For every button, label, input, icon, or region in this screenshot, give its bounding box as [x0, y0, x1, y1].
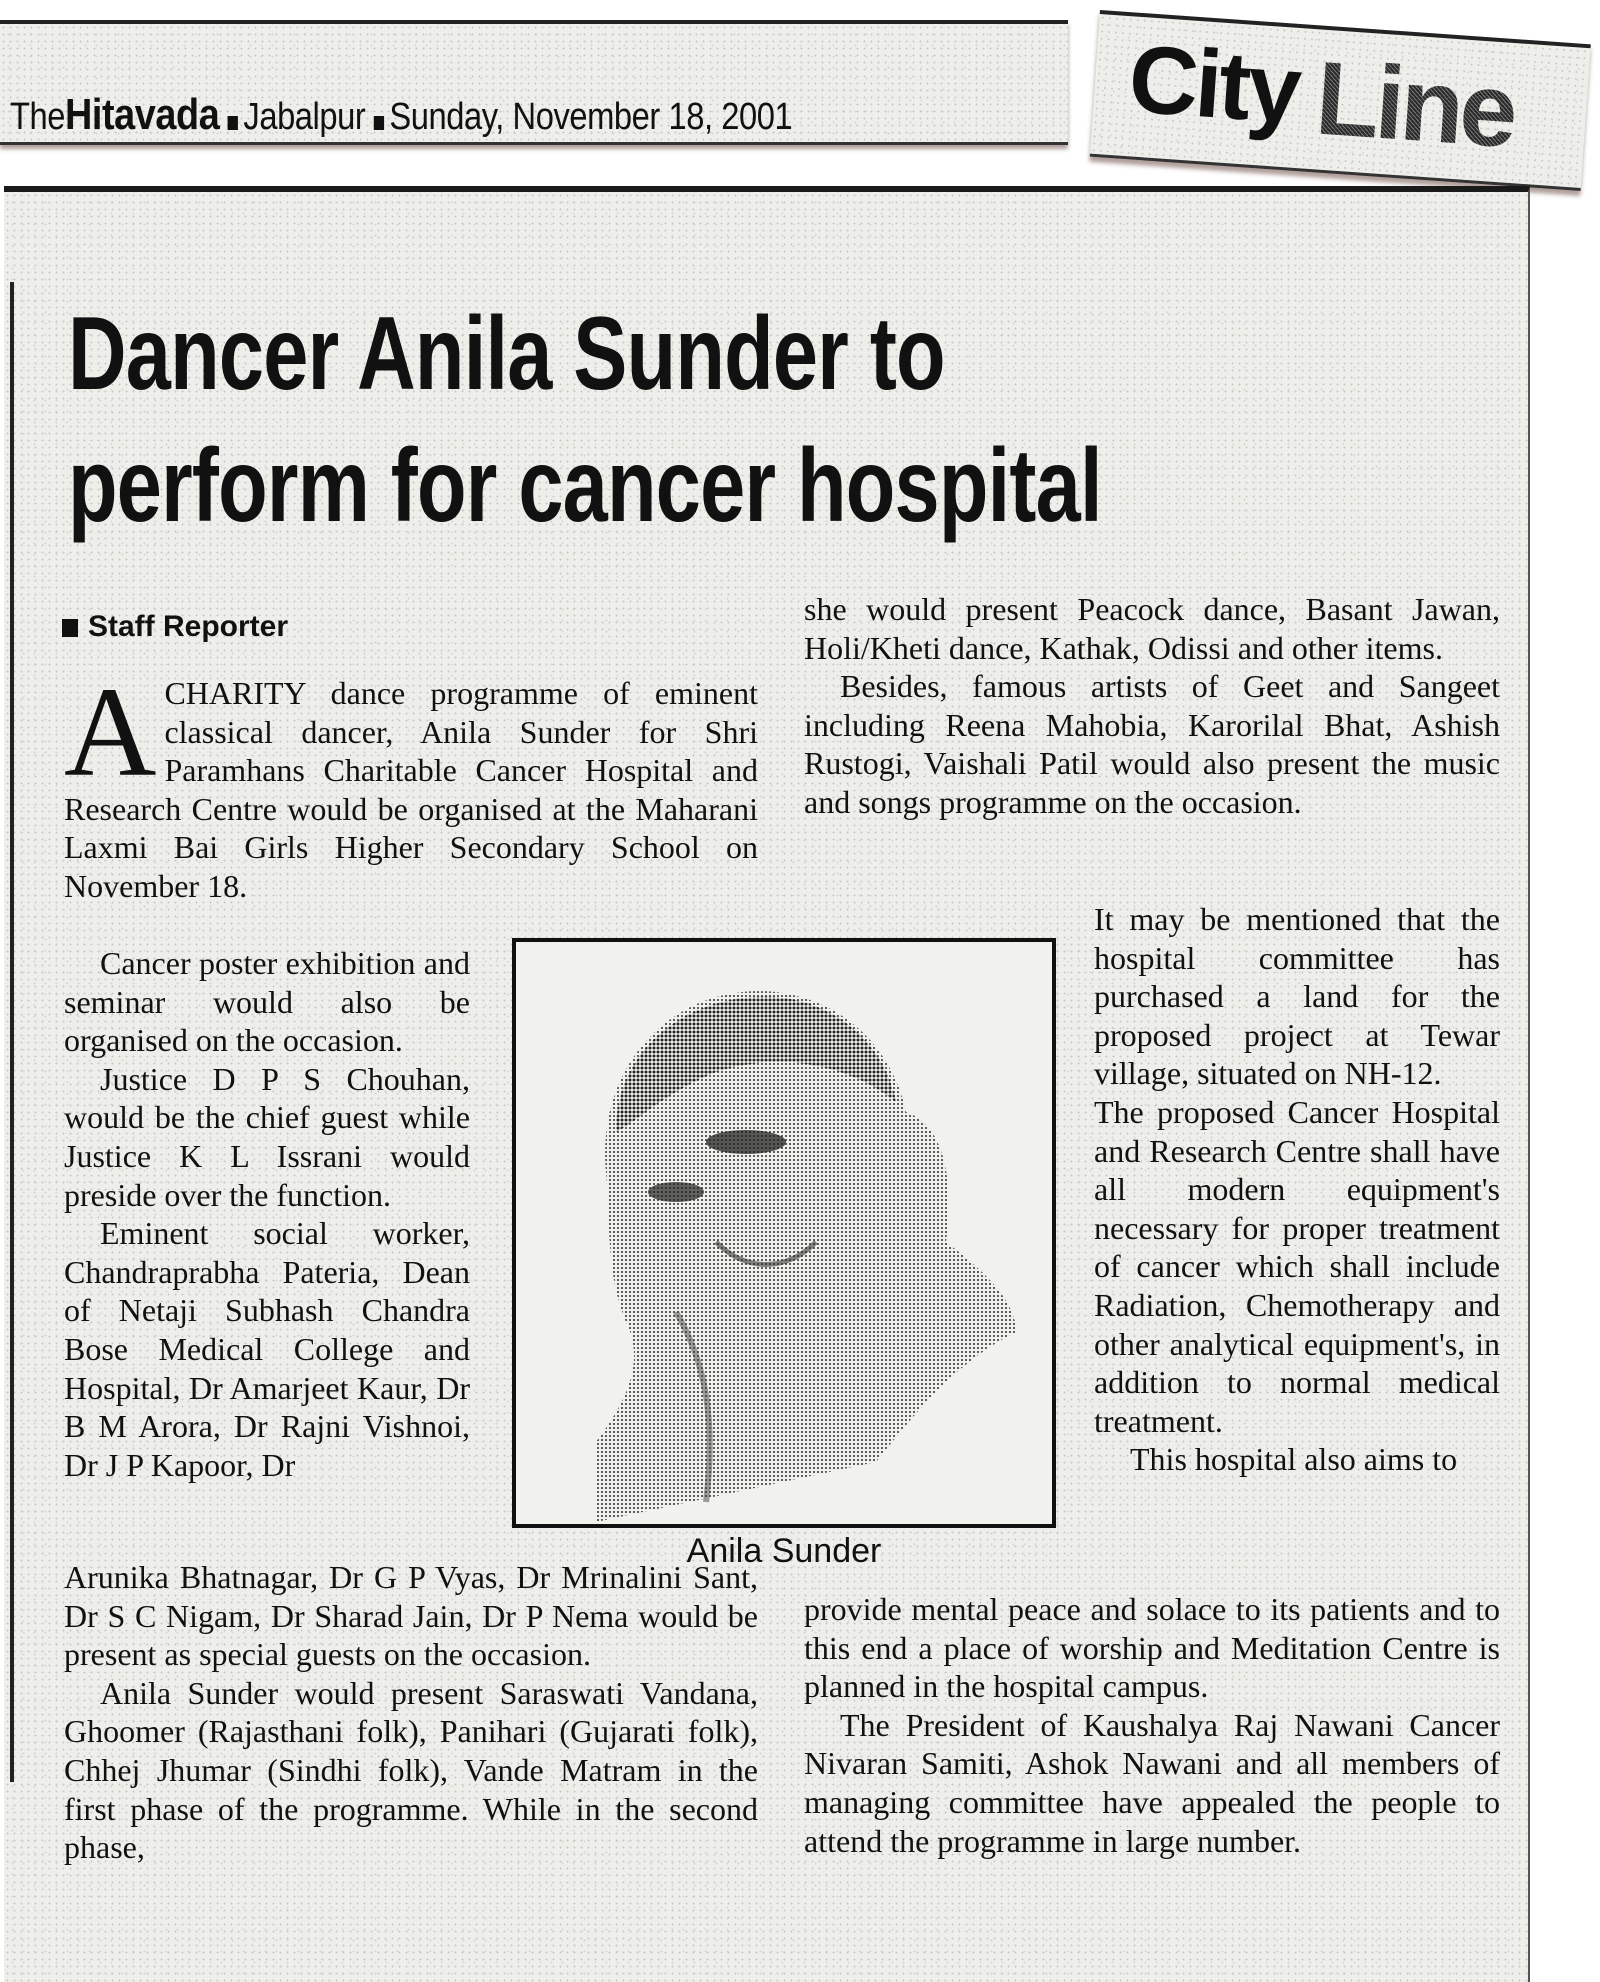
paragraph-second-phase: she would present Peacock dance, Basant Jawan, Holi/Kheti dance, Kathak, Odissi and other items.	[804, 591, 1500, 666]
paragraph-lead	[64, 661, 758, 906]
drop-cap: A	[64, 661, 157, 803]
paragraph-appeal: The President of Kaushalya Raj Nawani Cancer Nivaran Samiti, Ashok Nawani and all members of managing committee have appealed the people to attend the programme in large number.	[804, 1706, 1500, 1859]
paper-name: Hitavada	[65, 90, 220, 139]
column-left-top	[64, 661, 758, 906]
left-rule	[10, 282, 14, 1782]
masthead-line	[10, 90, 792, 140]
column-left-bottom	[64, 1558, 758, 1867]
photo-caption: Anila Sunder	[686, 1532, 882, 1570]
column-left-narrow	[64, 944, 470, 1484]
column-right-narrow	[1094, 900, 1500, 1479]
paragraph-artists: Besides, famous artists of Geet and Sangeet including Reena Mahobia, Karorilal Bhat, Ashish Rustogi, Vaishali Patil would also present the music and songs programme on the occasion.	[804, 668, 1500, 820]
paragraph-lead-text: CHARITY dance programme of eminent classical dancer, Anila Sunder for Shri Paramhans Charitable Cancer Hospital and Research Centre would be organised at the Maharani Laxmi Bai Girls Higher Secondary School on November 18.	[64, 675, 758, 904]
paragraph-equipment: The proposed Cancer Hospital and Research Centre shall have all modern equipment's necessary for proper treatment of cancer which shall include Radiation, Chemotherapy and other analytical equipment's, in addition to normal medical treatment.	[1094, 1093, 1500, 1439]
masthead-strip	[0, 20, 1068, 145]
column-right-bottom	[804, 1590, 1500, 1860]
portrait-halftone-image	[516, 942, 1052, 1524]
article-clipping	[4, 186, 1530, 1982]
paragraph-programme: Anila Sunder would present Saraswati Vandana, Ghoomer (Rajasthani folk), Panihari (Gujarati folk), Chhej Jhumar (Sindhi folk), Vande Matram in the first phase of the programme. While in the second phase,	[64, 1674, 758, 1866]
paragraph-guests: Justice D P S Chouhan, would be the chief guest while Justice K L Issrani would preside over the function.	[64, 1060, 470, 1213]
paragraph-land: It may be mentioned that the hospital committee has purchased a land for the proposed project at Tewar village, situated on NH-12.	[1094, 901, 1500, 1092]
paragraph-exhibition: Cancer poster exhibition and seminar would also be organised on the occasion.	[64, 945, 470, 1059]
paragraph-special-guests-a: Eminent social worker, Chandraprabha Pateria, Dean of Netaji Subhash Chandra Bose Medical College and Hospital, Dr Amarjeet Kaur, Dr B M Arora, Dr Rajni Vishnoi, Dr J P Kapoor, Dr	[64, 1215, 470, 1483]
issue-date: Sunday, November 18, 2001	[389, 96, 793, 138]
byline-text: Staff Reporter	[88, 610, 289, 643]
byline	[62, 610, 288, 644]
bullet-square-icon	[62, 619, 78, 637]
bullet-square-icon	[374, 116, 384, 130]
portrait-photo	[512, 938, 1056, 1528]
edition-city: Jabalpur	[243, 96, 366, 138]
article-headline	[68, 288, 1102, 552]
paragraph-worship-b: provide mental peace and solace to its patients and to this end a place of worship and Meditation Centre is planned in the hospital campus.	[804, 1591, 1500, 1705]
paragraph-worship-a: This hospital also aims to	[1130, 1441, 1458, 1478]
bullet-square-icon	[228, 116, 238, 130]
paragraph-special-guests-b: Arunika Bhatnagar, Dr G P Vyas, Dr Mrinalini Sant, Dr S C Nigam, Dr Sharad Jain, Dr P Nema would be present as special guests on the occasion.	[64, 1559, 758, 1673]
section-logo-city: City	[1125, 25, 1302, 144]
paper-name-prefix: The	[10, 96, 66, 138]
column-right-top	[804, 590, 1500, 822]
headline-line-1: Dancer Anila Sunder to	[68, 296, 945, 412]
section-logo-line: Line	[1312, 40, 1518, 170]
headline-line-2: perform for cancer hospital	[68, 428, 1102, 544]
section-logo	[1090, 10, 1591, 191]
